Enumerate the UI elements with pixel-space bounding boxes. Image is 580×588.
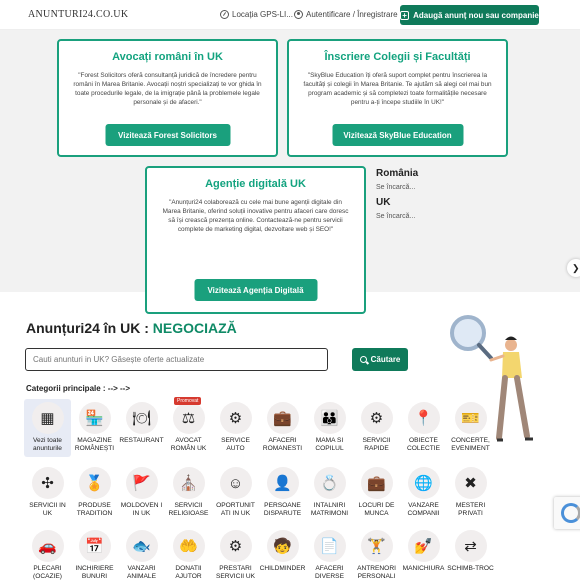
user-icon bbox=[294, 10, 303, 19]
category-item[interactable] bbox=[165, 467, 212, 518]
category-label: VANZARE COMPANII bbox=[407, 502, 440, 517]
promo-card-education bbox=[287, 39, 508, 157]
title-accent: NEGOCIAZĂ bbox=[152, 320, 237, 336]
category-item[interactable] bbox=[118, 467, 165, 518]
category-label: SERVICII RAPIDE bbox=[362, 437, 391, 452]
category-label: CHILDMINDER bbox=[259, 565, 306, 572]
add-listing-label: Adaugă anunț nou sau companie bbox=[413, 10, 539, 20]
category-item[interactable] bbox=[118, 530, 165, 581]
category-label: MESTERI PRIVATI bbox=[455, 502, 486, 517]
category-gears-icon: ⚙ bbox=[220, 530, 252, 562]
recaptcha-badge[interactable] bbox=[554, 497, 580, 529]
category-child-icon: 🧒 bbox=[267, 530, 299, 562]
category-cogs-icon: ⚙ bbox=[361, 402, 393, 434]
category-label: SERVICII IN UK bbox=[29, 502, 66, 517]
category-item[interactable] bbox=[400, 467, 447, 518]
category-item[interactable] bbox=[353, 467, 400, 518]
romania-title: România bbox=[376, 168, 419, 179]
category-item[interactable] bbox=[24, 530, 71, 581]
category-item[interactable] bbox=[71, 467, 118, 518]
category-item[interactable] bbox=[259, 402, 306, 453]
category-item[interactable] bbox=[353, 530, 400, 581]
category-label: ANTRENORI PERSONALI bbox=[357, 565, 396, 580]
plus-icon: + bbox=[400, 11, 409, 20]
search-button[interactable] bbox=[352, 348, 408, 371]
add-listing-button[interactable] bbox=[400, 5, 539, 25]
category-label: AFACERI DIVERSE bbox=[315, 565, 344, 580]
category-item[interactable] bbox=[118, 402, 165, 445]
category-label: PLECARI (OCAZIE) bbox=[33, 565, 62, 580]
category-donate-icon: 🤲 bbox=[173, 530, 205, 562]
category-label: DONATII AJUTOR bbox=[175, 565, 202, 580]
promo-text: "Forest Solicitors oferă consultanță juridică de încredere pentru români în Marea Britanie. Avocații noștri specializați te vor ghida în toate procedurile legale, de la imigrație până la problemele legale personale și de afaceri." bbox=[73, 72, 262, 106]
category-label: PERSOANE DISPARUTE bbox=[263, 502, 302, 517]
category-gear-icon: ⚙ bbox=[220, 402, 252, 434]
category-pinwheel-icon: ✣ bbox=[32, 467, 64, 499]
category-pin-icon: 📍 bbox=[408, 402, 440, 434]
category-item[interactable] bbox=[24, 467, 71, 518]
category-item[interactable] bbox=[212, 402, 259, 453]
category-label: PRODUSE TRADITION bbox=[76, 502, 113, 517]
category-swap-icon: ⇄ bbox=[455, 530, 487, 562]
category-item[interactable] bbox=[353, 402, 400, 453]
category-label: MANICHIURA bbox=[402, 565, 445, 572]
category-shop-icon: 🏪 bbox=[79, 402, 111, 434]
page-title bbox=[26, 320, 237, 336]
promoted-badge: Promovat bbox=[174, 397, 201, 405]
promo-text: "SkyBlue Education îți oferă suport complet pentru înscrierea la facultăți și colegii în Marea Britanie. Te ajutăm să alegi cel mai bun program academic și să completezi toate formalitățile necesare pentru a-ți începe studiile în UK!" bbox=[303, 72, 492, 106]
category-label: VANZARI ANIMALE bbox=[127, 565, 156, 580]
category-label: CONCERTE, EVENIMENT bbox=[451, 437, 490, 452]
promo-card-digital bbox=[145, 166, 366, 314]
category-label: SERVICE AUTO bbox=[221, 437, 250, 452]
local-time-panel bbox=[376, 168, 418, 226]
category-label: MOLDOVEN I IN UK bbox=[120, 502, 163, 517]
category-label: AVOCAT ROMÂN UK bbox=[170, 437, 207, 452]
category-item[interactable] bbox=[306, 530, 353, 581]
category-car-icon: 🚗 bbox=[32, 530, 64, 562]
promo-title: Înscriere Colegii și Facultăți bbox=[324, 51, 471, 63]
auth-link[interactable] bbox=[294, 10, 398, 19]
category-tools-icon: ✖ bbox=[455, 467, 487, 499]
category-flag-icon: 🚩 bbox=[126, 467, 158, 499]
promo-title: Avocați români în UK bbox=[112, 51, 223, 63]
category-item[interactable] bbox=[259, 530, 306, 573]
category-ticket-icon: 🎫 bbox=[455, 402, 487, 434]
category-label: Vezi toate anunturile bbox=[33, 437, 62, 452]
visit-forest-button[interactable]: Vizitează Forest Solicitors bbox=[105, 124, 230, 146]
category-item[interactable] bbox=[212, 530, 259, 581]
category-head-icon: ☺ bbox=[220, 467, 252, 499]
category-item[interactable] bbox=[71, 530, 118, 581]
category-fish-icon: 🐟 bbox=[126, 530, 158, 562]
category-item[interactable] bbox=[447, 467, 494, 518]
location-icon bbox=[220, 10, 229, 19]
category-document-icon: 📄 bbox=[314, 530, 346, 562]
search-button-label: Căutare bbox=[370, 355, 401, 364]
promo-title: Agenție digitală UK bbox=[205, 178, 306, 190]
location-label: Locația GPS-LI... bbox=[232, 10, 293, 19]
uk-status: Se încarcă... bbox=[376, 213, 416, 220]
category-label: INTALNIRI MATRIMONI bbox=[310, 502, 349, 517]
category-family-icon: 👪 bbox=[314, 402, 346, 434]
category-item[interactable] bbox=[306, 467, 353, 518]
search-icon bbox=[360, 356, 367, 363]
uk-title: UK bbox=[376, 197, 391, 208]
category-briefcase-icon: 💼 bbox=[267, 402, 299, 434]
category-label: AFACERI ROMANESTI bbox=[262, 437, 303, 452]
category-item[interactable] bbox=[400, 530, 447, 573]
category-grid-icon: ▦ bbox=[32, 402, 64, 434]
category-trainer-icon: 🏋 bbox=[361, 530, 393, 562]
search-input[interactable] bbox=[25, 348, 328, 371]
category-label: RESTAURANT bbox=[119, 437, 164, 444]
category-item[interactable] bbox=[447, 402, 494, 453]
promo-section bbox=[0, 30, 580, 295]
category-globe-icon: 🌐 bbox=[408, 467, 440, 499]
category-item[interactable] bbox=[71, 402, 118, 453]
category-nail-icon: 💅 bbox=[408, 530, 440, 562]
category-label: PRESTARI SERVICII UK bbox=[215, 565, 256, 580]
top-header bbox=[0, 0, 580, 30]
category-item[interactable] bbox=[306, 402, 353, 453]
carousel-next-button[interactable] bbox=[567, 259, 580, 277]
chevron-right-icon: ❯ bbox=[572, 263, 580, 273]
category-label: LOCURI DE MUNCA bbox=[358, 502, 395, 517]
promo-text: "Anunțuri24 colaborează cu cele mai bune agenții digitale din Marea Britanie, oferind soluții inovative pentru afaceri care doresc să își crească prezența online. Contactează-ne pentru servicii complete de marketing digital, dezvoltare web și SEO!" bbox=[162, 199, 349, 233]
category-person-icon: 👤 bbox=[267, 467, 299, 499]
category-badge-icon: 🏅 bbox=[79, 467, 111, 499]
location-link[interactable] bbox=[220, 10, 293, 19]
category-label: INCHIRIERE BUNURI bbox=[75, 565, 114, 580]
category-item[interactable] bbox=[212, 467, 259, 518]
category-church-icon: ⛪ bbox=[173, 467, 205, 499]
category-label: MAGAZINE ROMÂNEȘTI bbox=[74, 437, 115, 452]
visit-skyblue-button[interactable]: Vizitează SkyBlue Education bbox=[332, 124, 463, 146]
category-calendar-icon: 📅 bbox=[79, 530, 111, 562]
auth-label: Autentificare / Înregistrare bbox=[306, 10, 398, 19]
category-label: OBIECTE COLECTIE bbox=[407, 437, 440, 452]
category-label: SCHIMB-TROC bbox=[447, 565, 494, 572]
category-item[interactable] bbox=[165, 530, 212, 581]
category-item[interactable] bbox=[24, 399, 71, 457]
promo-card-lawyers bbox=[57, 39, 278, 157]
romania-status: Se încarcă... bbox=[376, 184, 416, 191]
category-scales-icon: ⚖ bbox=[173, 402, 205, 434]
category-item[interactable] bbox=[400, 402, 447, 453]
category-label: OPORTUNIT ATI IN UK bbox=[216, 502, 255, 517]
category-item[interactable] bbox=[447, 530, 494, 573]
site-logo[interactable]: ANUNTURI24.CO.UK bbox=[28, 9, 129, 20]
category-item[interactable] bbox=[165, 398, 212, 453]
category-label: MAMA SI COPILUL bbox=[315, 437, 344, 452]
category-bag-icon: 💼 bbox=[361, 467, 393, 499]
category-item[interactable] bbox=[259, 467, 306, 518]
visit-digital-button[interactable]: Vizitează Agenția Digitală bbox=[194, 279, 317, 301]
category-label: SERVICII RELIGIOASE bbox=[168, 502, 209, 517]
category-rings-icon: 💍 bbox=[314, 467, 346, 499]
category-restaurant-icon: 🍽 bbox=[126, 402, 158, 434]
title-prefix: Anunțuri24 în UK : bbox=[26, 320, 153, 336]
categories-label: Categorii principale : --> --> bbox=[26, 384, 131, 393]
